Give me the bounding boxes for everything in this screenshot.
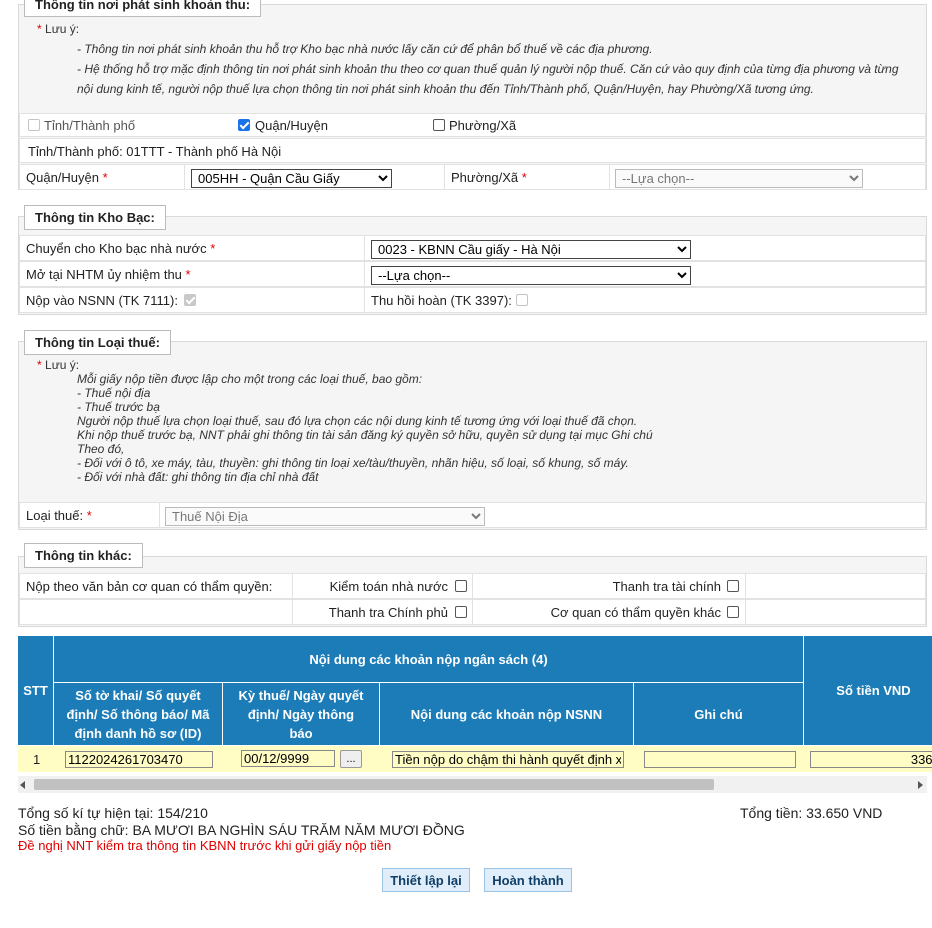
origin-section xyxy=(18,4,927,190)
ward-label-cell xyxy=(445,165,610,189)
content-input[interactable] xyxy=(392,751,624,768)
required-star: * xyxy=(102,169,108,185)
authority-label-cell xyxy=(20,574,293,598)
refund-checkbox[interactable] xyxy=(516,294,528,306)
taxtype-note-line-1: Mỗi giấy nộp tiền được lập cho một trong các loại thuế, bao gồm: xyxy=(77,372,423,386)
taxtype-select[interactable] xyxy=(165,507,485,526)
required-star: * xyxy=(37,22,42,36)
col-stt-header: STT xyxy=(18,636,54,746)
ward-label: Phường/Xã xyxy=(451,169,519,185)
col-content-header: Nội dung các khoản nộp NSNN xyxy=(380,683,634,746)
required-star: * xyxy=(185,266,191,282)
nsnn-label: Nộp vào NSNN (TK 7111): xyxy=(26,292,178,308)
total-amount: Tổng tiền: 33.650 VND xyxy=(740,805,883,821)
audit-checkbox[interactable] xyxy=(455,580,467,592)
audit-label: Kiểm toán nhà nước xyxy=(329,578,448,594)
treasury-legend: Thông tin Kho Bạc: xyxy=(24,205,166,230)
taxtype-note-line-2: - Thuế nội địa xyxy=(77,386,151,400)
account-row xyxy=(19,287,926,313)
other-authority-checkbox[interactable] xyxy=(727,606,739,618)
doc-number-input[interactable] xyxy=(65,751,213,768)
period-input[interactable] xyxy=(241,750,335,767)
taxtype-legend: Thông tin Loại thuế: xyxy=(24,330,171,355)
col-period-header: Kỳ thuế/ Ngày quyết định/ Ngày thông báo xyxy=(223,683,380,746)
taxtype-section xyxy=(18,341,927,530)
district-select[interactable] xyxy=(191,169,392,188)
taxtype-note-line-5: Khi nộp thuế trước bạ, NNT phải ghi thông tin tài sản đăng ký quyền sở hữu, quyền sử dụng tại mục Ghi chú xyxy=(77,428,653,442)
audit-cell xyxy=(293,574,473,598)
finish-button[interactable]: Hoàn thành xyxy=(484,868,572,892)
origin-note-line-2: - Hệ thống hỗ trợ mặc định thông tin nơi phát sinh khoản thu theo cơ quan thuế quản lý người nộp thuế. Căn cứ vào quy định của từng địa phương và từng xyxy=(77,62,899,76)
reset-button[interactable]: Thiết lập lại xyxy=(382,868,470,892)
taxtype-label: Loại thuế: xyxy=(26,507,84,523)
table-row xyxy=(18,746,932,772)
gov-inspect-label: Thanh tra Chính phủ xyxy=(328,604,448,620)
transfer-label: Chuyển cho Kho bạc nhà nước xyxy=(26,240,207,256)
group-header: Nội dung các khoản nộp ngân sách (4) xyxy=(54,636,804,683)
refund-label: Thu hồi hoàn (TK 3397): xyxy=(371,293,512,308)
taxtype-note-line-6: Theo đó, xyxy=(77,442,125,456)
bank-select[interactable] xyxy=(371,266,691,285)
char-count: Tổng số kí tự hiện tại: 154/210 xyxy=(18,805,208,821)
scroll-thumb[interactable] xyxy=(34,779,714,790)
ward-select[interactable] xyxy=(615,169,863,188)
required-star: * xyxy=(86,507,92,523)
taxtype-note-line-8: - Đối với nhà đất: ghi thông tin địa chỉ nhà đất xyxy=(77,470,319,484)
origin-legend: Thông tin nơi phát sinh khoản thu: xyxy=(24,0,261,17)
row-stt: 1 xyxy=(33,752,41,767)
bank-label-cell xyxy=(20,262,365,286)
district-row xyxy=(19,164,926,190)
origin-level-row xyxy=(19,113,926,137)
authority-row-1 xyxy=(19,573,926,599)
amount-in-words: Số tiền bằng chữ: BA MƯƠI BA NGHÌN SÁU TRĂM NĂM MƯƠI ĐỒNG xyxy=(18,822,465,838)
nsnn-checkbox[interactable] xyxy=(184,294,196,306)
gov-inspect-cell xyxy=(293,600,473,624)
finance-inspect-checkbox[interactable] xyxy=(727,580,739,592)
other-section xyxy=(18,556,927,627)
transfer-row xyxy=(19,235,926,261)
other-authority-label: Cơ quan có thẩm quyền khác xyxy=(550,604,721,620)
taxtype-row xyxy=(19,502,926,528)
taxtype-note-line-3: - Thuế trước bạ xyxy=(77,400,160,414)
scroll-right-arrow[interactable] xyxy=(918,781,923,789)
origin-note-line-1: - Thông tin nơi phát sinh khoản thu hỗ trợ Kho bạc nhà nước lấy căn cứ để phân bổ thuế về các địa phương. xyxy=(77,42,653,56)
bank-row xyxy=(19,261,926,287)
payment-table xyxy=(18,636,932,772)
required-star: * xyxy=(521,169,527,185)
bank-label: Mở tại NHTM ủy nhiệm thu xyxy=(26,266,182,282)
ward-checkbox[interactable] xyxy=(433,119,445,131)
ward-checkbox-label: Phường/Xã xyxy=(449,118,517,133)
province-line: Tỉnh/Thành phố: 01TTT - Thành phố Hà Nội xyxy=(28,144,282,159)
required-star: * xyxy=(210,240,216,256)
province-row xyxy=(19,138,926,163)
province-checkbox[interactable] xyxy=(28,119,40,131)
finance-inspect-label: Thanh tra tài chính xyxy=(612,578,721,594)
transfer-label-cell xyxy=(20,236,365,260)
origin-note xyxy=(37,19,917,99)
origin-note-title: Lưu ý: xyxy=(45,22,80,36)
col-doc-header: Số tờ khai/ Số quyết định/ Số thông báo/ Mã định danh hồ sơ (ID) xyxy=(54,683,223,746)
col-amount-header: Số tiền VND xyxy=(804,636,932,746)
district-checkbox-label: Quận/Huyện xyxy=(255,118,328,133)
warning-text: Đề nghị NNT kiểm tra thông tin KBNN trước khi gửi giấy nộp tiền xyxy=(18,838,392,853)
authority-label: Nộp theo văn bản cơ quan có thẩm quyền: xyxy=(26,578,273,594)
taxtype-note xyxy=(37,358,917,484)
other-legend: Thông tin khác: xyxy=(24,543,143,568)
district-label: Quận/Huyện xyxy=(26,169,99,185)
origin-note-line-3: nội dung kinh tế, người nộp thuế lựa chọn thông tin nơi phát sinh khoản thu đến Tỉnh/Thành phố, Quận/Huyện, hay Phường/Xã tương ứng. xyxy=(77,82,814,96)
col-note-header: Ghi chú xyxy=(634,683,804,746)
taxtype-note-line-7: - Đối với ô tô, xe máy, tàu, thuyền: ghi thông tin loại xe/tàu/thuyền, nhãn hiệu, số loại, số khung, số máy. xyxy=(77,456,629,470)
table-scrollbar[interactable] xyxy=(18,776,927,793)
date-picker-button[interactable]: ... xyxy=(340,750,362,768)
district-checkbox[interactable] xyxy=(238,119,250,131)
amount-input[interactable] xyxy=(810,751,932,768)
province-checkbox-label: Tỉnh/Thành phố xyxy=(44,118,136,133)
treasury-section xyxy=(18,216,927,315)
treasury-select[interactable] xyxy=(371,240,691,259)
district-label-cell xyxy=(20,165,185,189)
scroll-left-arrow[interactable] xyxy=(20,781,25,789)
taxtype-note-line-4: Người nộp thuế lựa chọn loại thuế, sau đó lựa chọn các nội dung kinh tế tương ứng với loại thuế đã chọn. xyxy=(77,414,638,428)
taxtype-note-title: Lưu ý: xyxy=(45,358,80,372)
required-star: * xyxy=(37,358,42,372)
note-input[interactable] xyxy=(644,751,796,768)
authority-row-2 xyxy=(19,599,926,625)
authority-blank-cell xyxy=(20,600,293,624)
finance-inspect-cell xyxy=(473,574,746,598)
gov-inspect-checkbox[interactable] xyxy=(455,606,467,618)
other-authority-cell xyxy=(473,600,746,624)
taxtype-label-cell xyxy=(20,503,160,527)
